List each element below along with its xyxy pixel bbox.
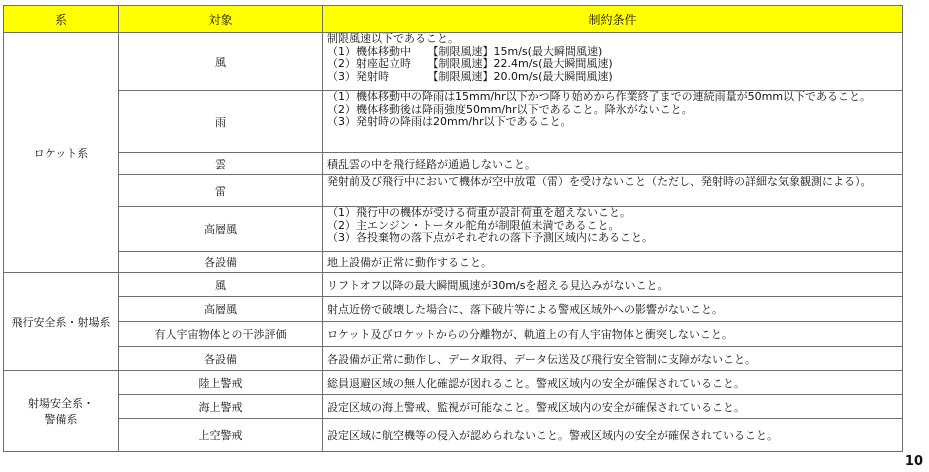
target-land-watch: 陸上警戒: [119, 371, 323, 395]
target-air-watch: 上空警戒: [119, 419, 323, 452]
table-row: [4, 33, 903, 91]
target-sea-watch: 海上警戒: [119, 395, 323, 419]
table-row: [4, 347, 903, 371]
table-header-row: [4, 6, 903, 33]
system-rocket: ロケット系: [4, 33, 119, 273]
table-row: [4, 273, 903, 297]
condition-line: （3）発射時 【制限風速】20.0m/s(最大瞬間風速): [327, 69, 613, 83]
condition-line: （3）各投棄物の落下点がそれぞれの落下予測区域内にあること。: [327, 231, 653, 244]
target-rocket-upper-wind: 高層風: [119, 207, 323, 252]
condition-rocket-wind: [323, 33, 903, 91]
condition-rocket-rain: [323, 91, 903, 153]
condition-rocket-cloud: 積乱雲の中を飛行経路が通過しないこと。: [323, 153, 903, 175]
page-number: 10: [904, 454, 923, 469]
system-range-safety-line2: 警備系: [44, 413, 78, 426]
target-flight-interference: 有人宇宙物体との干渉評価: [119, 322, 323, 347]
constraints-table: [3, 5, 903, 452]
target-rocket-equipment: 各設備: [119, 252, 323, 273]
condition-line: （2）射座起立時 【制限風速】22.4m/s(最大瞬間風速): [327, 57, 613, 70]
condition-flight-interference: ロケット及びロケットからの分離物が、軌道上の有人宇宙物体と衝突しないこと。: [323, 322, 903, 347]
condition-line: 制限風速以下であること。: [327, 32, 459, 45]
condition-rocket-equipment: 地上設備が正常に動作すること。: [323, 252, 903, 273]
table-row: [4, 297, 903, 322]
condition-flight-equipment: 各設備が正常に動作し、データ取得、データ伝送及び飛行安全管制に支障がないこと。: [323, 347, 903, 371]
target-rocket-thunder: 雷: [119, 175, 323, 207]
table-row: [4, 91, 903, 153]
target-flight-upper-wind: 高層風: [119, 297, 323, 322]
condition-line: （2）機体移動後は降雨強度50mm/hr以下であること。降氷がないこと。: [327, 102, 693, 116]
target-rocket-cloud: 雲: [119, 153, 323, 175]
table-row: [4, 175, 903, 207]
condition-air-watch: 設定区域に航空機等の侵入が認められないこと。警戒区域内の安全が確保されていること。: [323, 419, 903, 452]
condition-line: （1）機体移動中の降雨は15mm/hr以下かつ降り始めから作業終了までの連続雨量が50mm以下であること。: [327, 90, 872, 103]
table-row: [4, 371, 903, 395]
system-flight-safety: 飛行安全系・射場系: [4, 273, 119, 371]
condition-rocket-thunder: 発射前及び飛行中において機体が空中放電（雷）を受けないこと（ただし、発射時の詳細な気象観測による）。: [323, 175, 903, 207]
header-system: 系: [4, 6, 119, 33]
table-row: [4, 252, 903, 273]
system-range-safety-line1: 射場安全系・: [28, 397, 94, 410]
condition-flight-wind: リフトオフ以降の最大瞬間風速が30m/sを超える見込みがないこと。: [323, 273, 903, 297]
condition-line: （1）機体移動中 【制限風速】15m/s(最大瞬間風速): [327, 44, 603, 58]
condition-line: （2）主エンジン・トータル舵角が制限値未満であること。: [327, 218, 620, 232]
condition-rocket-upper-wind: [323, 207, 903, 252]
table-row: [4, 322, 903, 347]
header-condition: 制約条件: [323, 6, 903, 33]
condition-flight-upper-wind: 射点近傍で破壊した場合に、落下破片等による警戒区域外への影響がないこと。: [323, 297, 903, 322]
header-target: 対象: [119, 6, 323, 33]
condition-line: （1）飛行中の機体が受ける荷重が設計荷重を超えないこと。: [327, 206, 631, 219]
target-rocket-wind: 風: [119, 33, 323, 91]
target-flight-equipment: 各設備: [119, 347, 323, 371]
table-row: [4, 419, 903, 452]
condition-line: （3）発射時の降雨は20mm/hr以下であること。: [327, 115, 572, 128]
table-row: [4, 395, 903, 419]
table-row: [4, 153, 903, 175]
system-range-safety: [4, 371, 119, 452]
target-flight-wind: 風: [119, 273, 323, 297]
target-rocket-rain: 雨: [119, 91, 323, 153]
table-row: [4, 207, 903, 252]
condition-sea-watch: 設定区域の海上警戒、監視が可能なこと。警戒区域内の安全が確保されていること。: [323, 395, 903, 419]
condition-land-watch: 総員退避区域の無人化確認が図れること。警戒区域内の安全が確保されていること。: [323, 371, 903, 395]
